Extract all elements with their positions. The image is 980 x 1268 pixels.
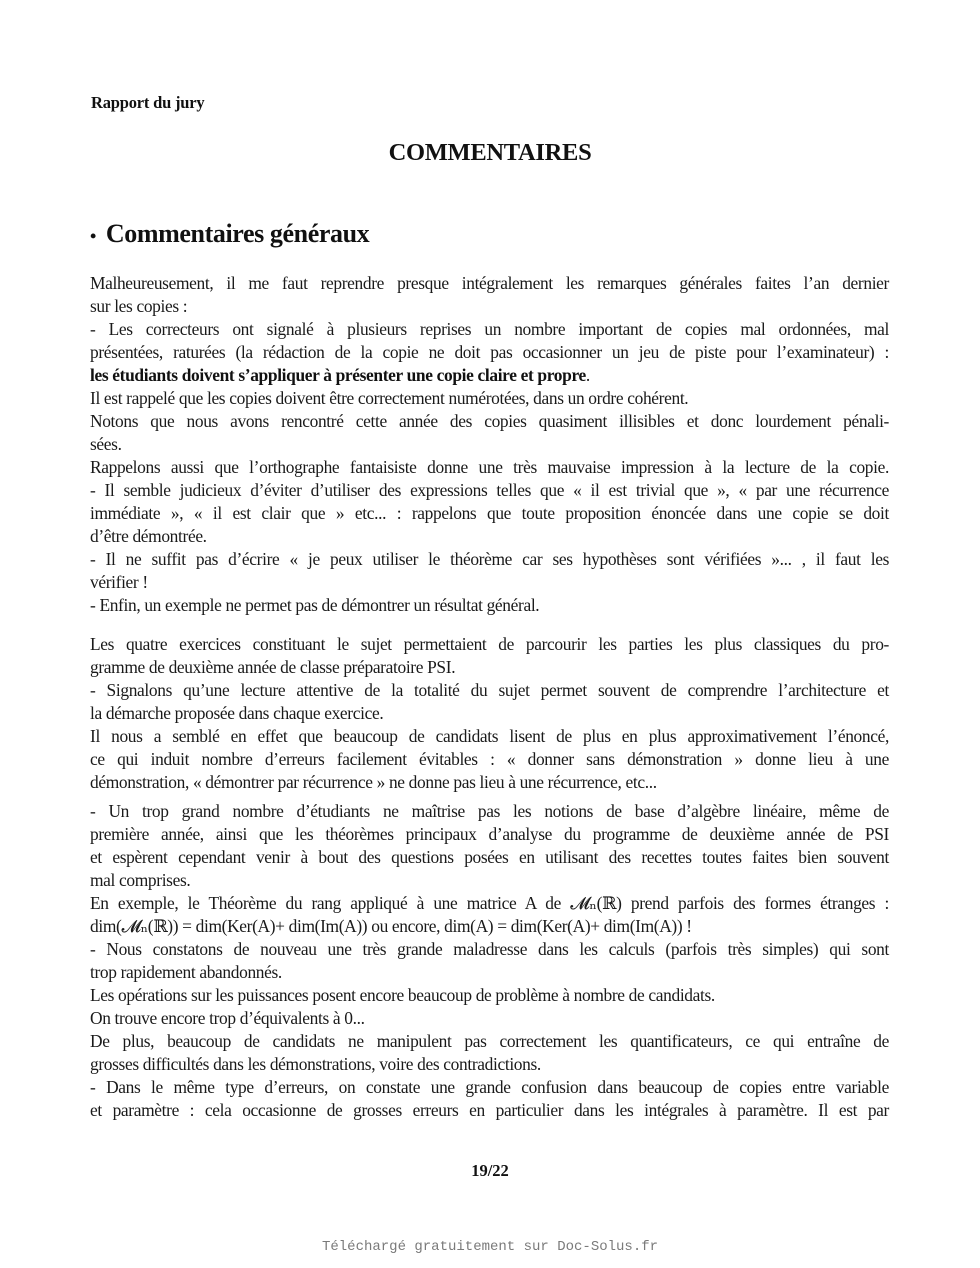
text-line: présentées, raturées (la rédaction de la copie ne doit pas occasionner un jeu de piste pour l’examinateur) : <box>90 342 889 362</box>
section-heading <box>90 219 369 249</box>
text-line: - Un trop grand nombre d’étudiants ne maîtrise pas les notions de base d’algèbre linéaire, même de <box>90 801 889 821</box>
text-line: Rappelons aussi que l’orthographe fantaisiste donne une très mauvaise impression à la lecture de la copie. <box>90 457 889 477</box>
text-line: grosses difficultés dans les démonstrations, voire des contradictions. <box>90 1054 541 1074</box>
paragraph-exercises <box>90 633 889 794</box>
text-line: En exemple, le Théorème du rang appliqué à une matrice A de 𝓜ₙ(ℝ) prend parfois des formes étranges : <box>90 893 889 913</box>
text-line: démonstration, « démontrer par récurrence » ne donne pas lieu à une récurrence, etc... <box>90 772 657 792</box>
text-line: Notons que nous avons rencontré cette année des copies quasiment illisibles et donc lourdement pénali- <box>90 411 889 431</box>
paragraph-general-remarks <box>90 272 889 617</box>
text-line: d’être démontrée. <box>90 526 207 546</box>
text-line: immédiate », « il est clair que » etc... : rappelons que toute proposition énoncée dans une copie se doit <box>90 503 889 523</box>
text-line <box>90 364 889 387</box>
bold-emphasis: les étudiants doivent s’appliquer à présenter une copie claire et propre <box>90 365 586 385</box>
page-number: 19/22 <box>471 1161 509 1180</box>
text-line: et espèrent cependant venir à bout des questions posées en utilisant des recettes toutes faites bien souvent <box>90 847 889 867</box>
text-line: - Dans le même type d’erreurs, on constate une grande confusion dans beaucoup de copies entre variable <box>90 1077 889 1097</box>
text-line: On trouve encore trop d’équivalents à 0... <box>90 1008 365 1028</box>
text-line: - Il ne suffit pas d’écrire « je peux utiliser le théorème car ses hypothèses sont vérifiées »... , il faut les <box>90 549 889 569</box>
download-watermark: Téléchargé gratuitement sur Doc-Solus.fr <box>321 1239 659 1255</box>
text-line: - Enfin, un exemple ne permet pas de démontrer un résultat général. <box>90 595 540 615</box>
text-line: sur les copies : <box>90 296 188 316</box>
text-line: - Signalons qu’une lecture attentive de la totalité du sujet permet souvent de comprendre l’architecture et <box>90 680 889 700</box>
text-line: - Nous constatons de nouveau une très grande maladresse dans les calculs (parfois très simples) qui sont <box>90 939 889 959</box>
text-line: trop rapidement abandonnés. <box>90 962 282 982</box>
text-line: Les opérations sur les puissances posent encore beaucoup de problème à nombre de candidats. <box>90 985 715 1005</box>
text-line: mal comprises. <box>90 870 191 890</box>
text-line: Les quatre exercices constituant le sujet permettaient de parcourir les parties les plus classiques du pro- <box>90 634 889 654</box>
text-line: Malheureusement, il me faut reprendre presque intégralement les remarques générales faites l’an dernier <box>90 273 889 293</box>
text-line: première année, ainsi que les théorèmes principaux d’analyse du programme de deuxième année de PSI <box>90 824 889 844</box>
text-line: la démarche proposée dans chaque exercice. <box>90 703 384 723</box>
text-line: - Il semble judicieux d’éviter d’utiliser des expressions telles que « il est trivial que », « par une récurrence <box>90 480 889 500</box>
text-line: Il nous a semblé en effet que beaucoup de candidats lisent de plus en plus approximativement l’énoncé, <box>90 726 889 746</box>
paragraph-common-errors <box>90 800 889 1122</box>
section-heading-text: Commentaires généraux <box>105 219 370 248</box>
text-line: sées. <box>90 434 122 454</box>
line-text: . <box>585 365 590 385</box>
report-header-label: Rapport du jury <box>91 93 205 112</box>
text-line: gramme de deuxième année de classe préparatoire PSI. <box>90 657 456 677</box>
text-line: et paramètre : cela occasionne de grosses erreurs en particulier dans les intégrales à paramètre. Il est par <box>90 1100 889 1120</box>
bullet-icon: • <box>90 225 96 246</box>
page-title: COMMENTAIRES <box>388 139 592 166</box>
text-line: Il est rappelé que les copies doivent être correctement numérotées, dans un ordre cohérent. <box>90 388 689 408</box>
text-line: dim(𝓜ₙ(ℝ)) = dim(Ker(A)+ dim(Im(A)) ou encore, dim(A) = dim(Ker(A)+ dim(Im(A)) ! <box>90 916 692 936</box>
text-line: vérifier ! <box>90 572 148 592</box>
text-line: - Les correcteurs ont signalé à plusieurs reprises un nombre important de copies mal ordonnées, mal <box>90 319 889 339</box>
text-line: ce qui induit nombre d’erreurs facilement évitables : « donner sans démonstration » donne lieu à une <box>90 749 889 769</box>
text-line: De plus, beaucoup de candidats ne manipulent pas correctement les quantificateurs, ce qui entraîne de <box>90 1031 889 1051</box>
